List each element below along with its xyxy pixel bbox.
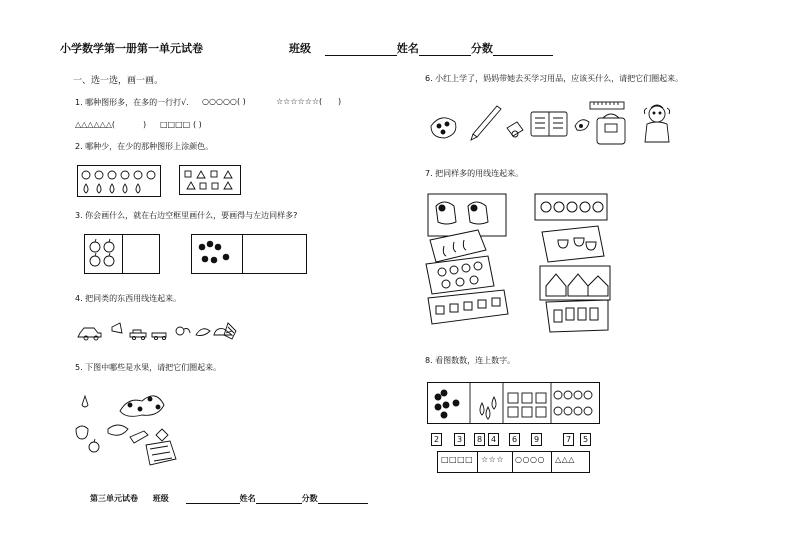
q8-digit[interactable]: 3 (454, 433, 465, 446)
footer-score-blank[interactable] (318, 495, 368, 504)
q8-squares: □□□□ (441, 455, 474, 464)
q4-label: 4. 把同类的东西用线连起来。 (75, 294, 182, 303)
flowers-drawing (192, 235, 242, 273)
page-title: 小学数学第一册第一单元试卷 (60, 42, 203, 55)
footer-class-blank[interactable] (186, 495, 240, 504)
q8-digit[interactable]: 9 (531, 433, 542, 446)
q8-label: 8. 看图数数，连上数字。 (425, 356, 516, 365)
q2-label: 2. 哪种少，在少的那种图形上涂颜色。 (75, 142, 214, 151)
q1-circles-answer[interactable]: ( ) (237, 97, 246, 106)
q5-label: 5. 下图中哪些是水果，请把它们圈起来。 (75, 363, 222, 372)
q3-flower-box (191, 234, 307, 274)
q7-cards-drawing (418, 186, 618, 336)
score-label: 分数 (470, 42, 493, 55)
q8-digit[interactable]: 2 (431, 433, 442, 446)
footer-name-label: 姓名 (239, 494, 256, 503)
shapes-drawing (180, 166, 240, 194)
q6-label: 6. 小红上学了，妈妈带她去买学习用品，应该买什么，请把它们圈起来。 (425, 74, 684, 83)
apples-drawing (85, 235, 122, 273)
footer-fields (90, 493, 368, 504)
q1-stars: ☆☆☆☆☆☆( (276, 97, 323, 106)
q1-circles: ○○○○○ (202, 97, 237, 106)
fruit-drawing (78, 166, 160, 196)
q8-stars: ☆☆☆ (481, 455, 505, 464)
header-fields (289, 40, 553, 56)
q8-circles: ○○○○ (515, 455, 545, 464)
q1-squares: □□□□ (160, 120, 191, 129)
q8-digit[interactable]: 6 (509, 433, 520, 446)
q1-squares-answer[interactable]: ( ) (193, 120, 202, 129)
q8-digit[interactable]: 4 (488, 433, 499, 446)
q8-digit[interactable]: 7 (563, 433, 574, 446)
q8-triangles: △△△ (555, 455, 575, 464)
q7-label: 7. 把同样多的用线连起来。 (425, 169, 524, 178)
section-heading: 一、选一选，画一画。 (73, 76, 164, 86)
q2-fruit-box[interactable] (77, 165, 161, 197)
q8-digit[interactable]: 5 (580, 433, 591, 446)
footer-score-label: 分数 (301, 494, 318, 503)
name-blank[interactable] (419, 45, 471, 56)
q8-picture-strip (427, 382, 600, 424)
q4-items-drawing (78, 315, 243, 345)
class-blank[interactable] (325, 45, 397, 56)
q6-items-drawing (425, 96, 690, 154)
class-label: 班级 (289, 42, 311, 55)
q8-digit[interactable]: 8 (474, 433, 485, 446)
q5-items-drawing (72, 385, 187, 480)
q1-triangles-answer[interactable]: ) (143, 120, 147, 129)
q2-shape-box[interactable] (179, 165, 241, 195)
q1-triangles: △△△△△△( (75, 120, 116, 129)
q3-apple-box (84, 234, 160, 274)
q1-label: 1. 哪种图形多，在多的一行打√. (75, 98, 189, 107)
footer-name-blank[interactable] (256, 495, 302, 504)
q8-pictures-drawing (428, 383, 599, 423)
q8-shape-strip (437, 451, 590, 473)
footer-unit-label: 第三单元试卷 (90, 494, 138, 503)
name-label: 姓名 (396, 42, 419, 55)
q1-stars-answer[interactable]: ) (338, 97, 342, 106)
score-blank[interactable] (493, 45, 553, 56)
q3-label: 3. 你会画什么，就在右边空框里画什么，要画得与左边同样多? (75, 211, 298, 220)
footer-class-label: 班级 (152, 494, 169, 503)
